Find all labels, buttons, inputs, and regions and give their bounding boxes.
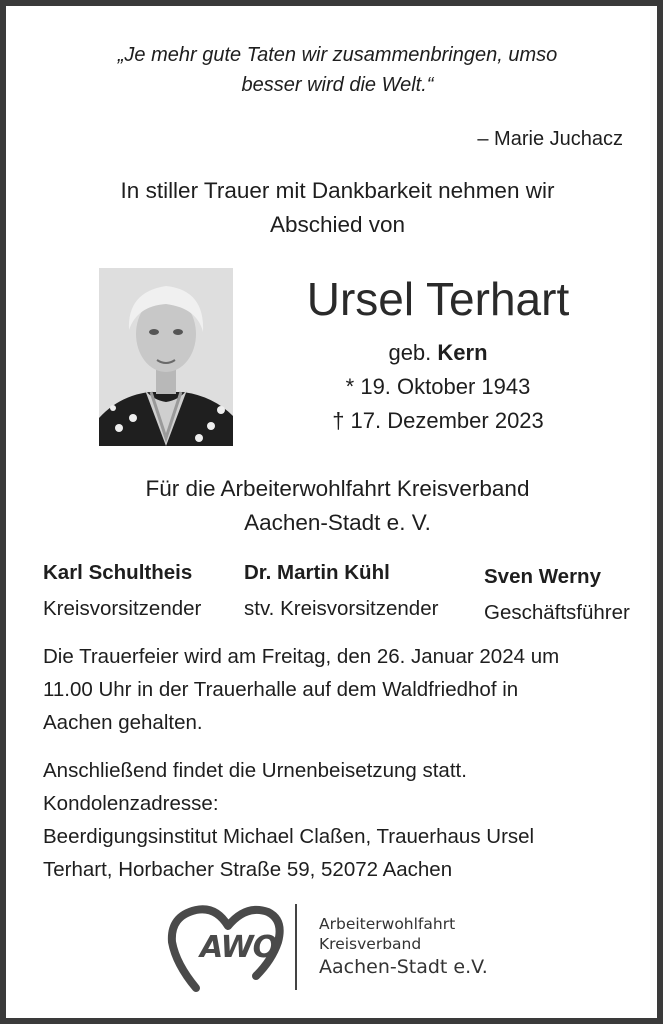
signer-3 (484, 562, 630, 628)
awo-wordmark (319, 914, 488, 980)
born-prefix: geb. (388, 340, 432, 365)
condolence-line: Anschließend findet die Urnenbeisetzung statt. (43, 759, 467, 782)
signer-name: Dr. Martin Kühl (244, 561, 390, 584)
signer-2 (244, 558, 438, 624)
organization-line: Aachen-Stadt e. V. (244, 510, 431, 535)
funeral-line: Aachen gehalten. (43, 711, 203, 734)
organization-line: Für die Arbeiterwohlfahrt Kreisverband (145, 476, 530, 501)
funeral-line: Die Trauerfeier wird am Freitag, den 26. Januar 2024 um (43, 645, 560, 668)
organization-text (36, 472, 639, 540)
condolence-line: Terhart, Horbacher Straße 59, 52072 Aachen (43, 858, 453, 881)
signer-role: Geschäftsführer (484, 601, 630, 624)
awo-mark: AWO (200, 930, 278, 965)
portrait-image (99, 268, 233, 446)
birth-date: * 19. Oktober 1943 (345, 374, 531, 399)
awo-line: Kreisverband (319, 935, 422, 953)
intro-line: Abschied von (269, 212, 406, 237)
awo-line: Aachen-Stadt e.V. (319, 956, 488, 978)
awo-line: Arbeiterwohlfahrt (319, 915, 456, 933)
signer-role: Kreisvorsitzender (43, 597, 202, 620)
quote-line: besser wird die Welt.“ (241, 74, 434, 96)
condolence-line: Kondolenzadresse: (43, 792, 219, 815)
funeral-line: 11.00 Uhr in der Trauerhalle auf dem Waldfriedhof in (43, 678, 519, 701)
quote-author: – Marie Juchacz (477, 128, 623, 150)
signer-name: Sven Werny (484, 565, 601, 588)
quote (46, 40, 629, 100)
funeral-info (43, 640, 643, 739)
maiden-name: Kern (437, 340, 488, 365)
life-data (256, 336, 620, 438)
logo-divider (295, 904, 297, 990)
deceased-name: Ursel Terhart (306, 273, 570, 325)
condolence-line: Beerdigungsinstitut Michael Claßen, Trauerhaus Ursel (43, 825, 535, 848)
portrait-photo (99, 268, 233, 446)
signer-role: stv. Kreisvorsitzender (244, 597, 439, 620)
intro-line: In stiller Trauer mit Dankbarkeit nehmen wir (120, 178, 555, 203)
signer-1 (43, 558, 201, 624)
quote-line: „Je mehr gute Taten wir zusammenbringen, umso (117, 44, 558, 66)
death-date: † 17. Dezember 2023 (332, 408, 544, 433)
intro-text (36, 174, 639, 242)
maiden-name-line (256, 336, 620, 370)
awo-logo (166, 902, 506, 994)
condolence-info (43, 754, 643, 886)
signer-name: Karl Schultheis (43, 561, 193, 584)
